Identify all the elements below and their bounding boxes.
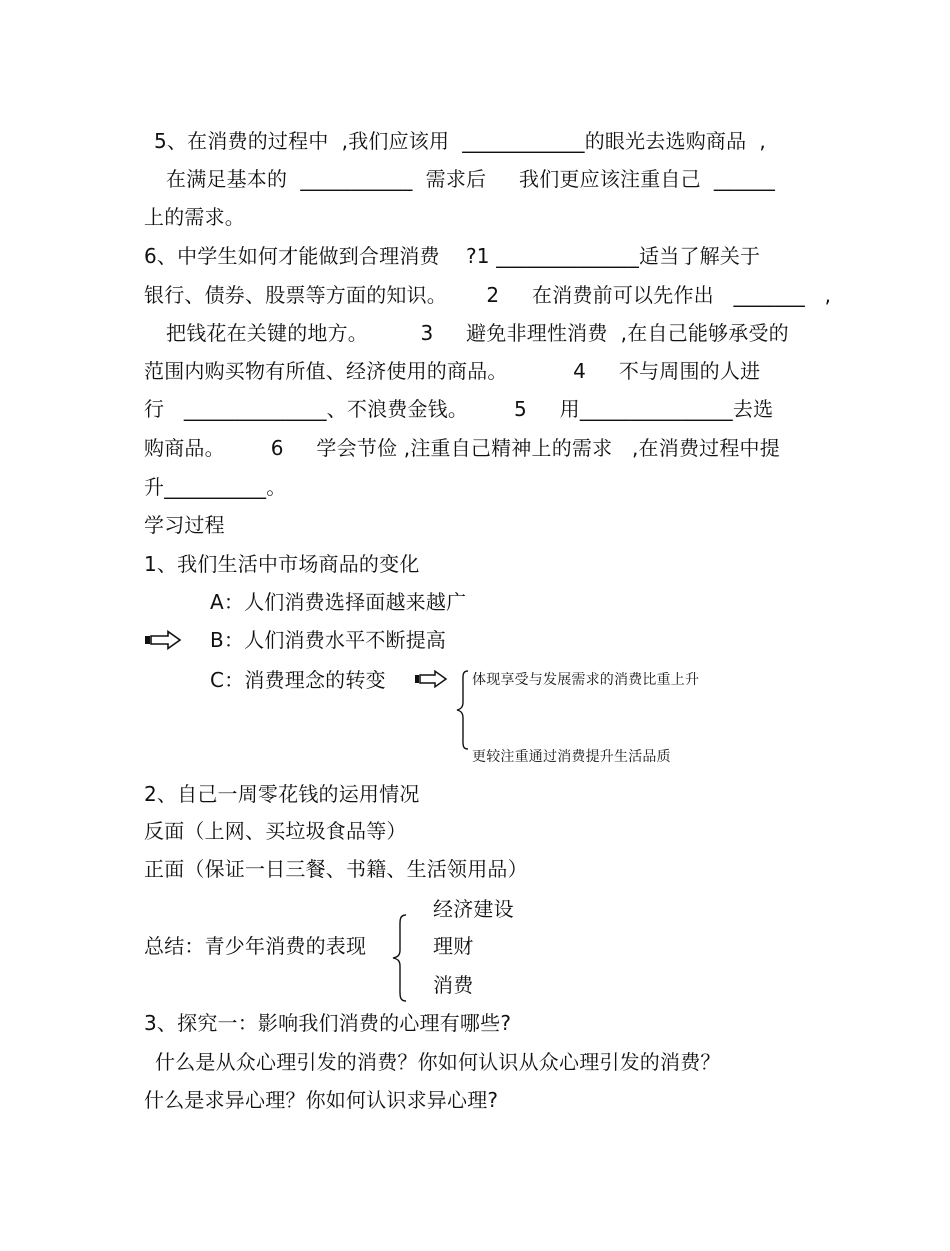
right-arrow-icon (144, 630, 182, 650)
item1-title: 1、我们生活中市场商品的变化 (144, 552, 420, 576)
left-brace-icon-2 (391, 914, 409, 1002)
item2-neg: 反面（上网、买垃圾食品等） (144, 819, 407, 843)
item3-q2: 什么是求异心理？你如何认识求异心理? (144, 1088, 499, 1112)
item2-summary-label: 总结：青少年消费的表现 (144, 934, 367, 958)
item1-b: B：人们消费水平不断提高 (210, 628, 447, 652)
summary-branch-3: 消费 (433, 973, 474, 997)
q6-line-5: 行 ______________、不浪费金钱。 5 用_______________去选 (144, 397, 774, 421)
item3-title: 3、探究一：影响我们消费的心理有哪些? (144, 1011, 512, 1035)
section-heading: 学习过程 (144, 513, 225, 537)
item2-title: 2、自己一周零花钱的运用情况 (144, 782, 420, 806)
q6-line-7: 升__________。 (144, 475, 287, 499)
item3-q1: 什么是从众心理引发的消费？你如何认识从众心理引发的消费？ (155, 1050, 721, 1074)
summary-branch-2: 理财 (433, 934, 474, 958)
q5-line-3: 上的需求。 (144, 205, 245, 229)
item1-c-top: 体现享受与发展需求的消费比重上升 (472, 672, 700, 688)
right-arrow-icon-2 (414, 670, 448, 688)
q5-line-2: 在满足基本的 ___________ 需求后 我们更应该注重自己 ______ (166, 167, 776, 191)
item1-a: A：人们消费选择面越来越广 (210, 590, 467, 614)
item1-c-bottom: 更较注重通过消费提升生活品质 (472, 749, 671, 765)
q6-line-3: 把钱花在关键的地方。 3 避免非理性消费 ,在自己能够承受的 (166, 321, 789, 345)
q6-line-6: 购商品。 6 学会节俭 ,注重自己精神上的需求 ,在消费过程中提 (144, 436, 780, 460)
q6-line-4: 范围内购买物有所值、经济使用的商品。 4 不与周围的人进 (144, 359, 761, 383)
q6-line-2: 银行、债券、股票等方面的知识。 2 在消费前可以先作出 _______ , (144, 283, 832, 307)
q5-line-1: 5、在消费的过程中 ,我们应该用 ____________的眼光去选购商品 , (154, 129, 766, 153)
q6-line-1: 6、中学生如何才能做到合理消费 ?1 ______________适当了解关于 (144, 244, 761, 268)
summary-branch-1: 经济建设 (433, 897, 514, 921)
item1-c: C：消费理念的转变 (210, 668, 386, 692)
left-brace-icon (455, 670, 471, 750)
item2-pos: 正面（保证一日三餐、书籍、生活领用品） (144, 857, 528, 881)
